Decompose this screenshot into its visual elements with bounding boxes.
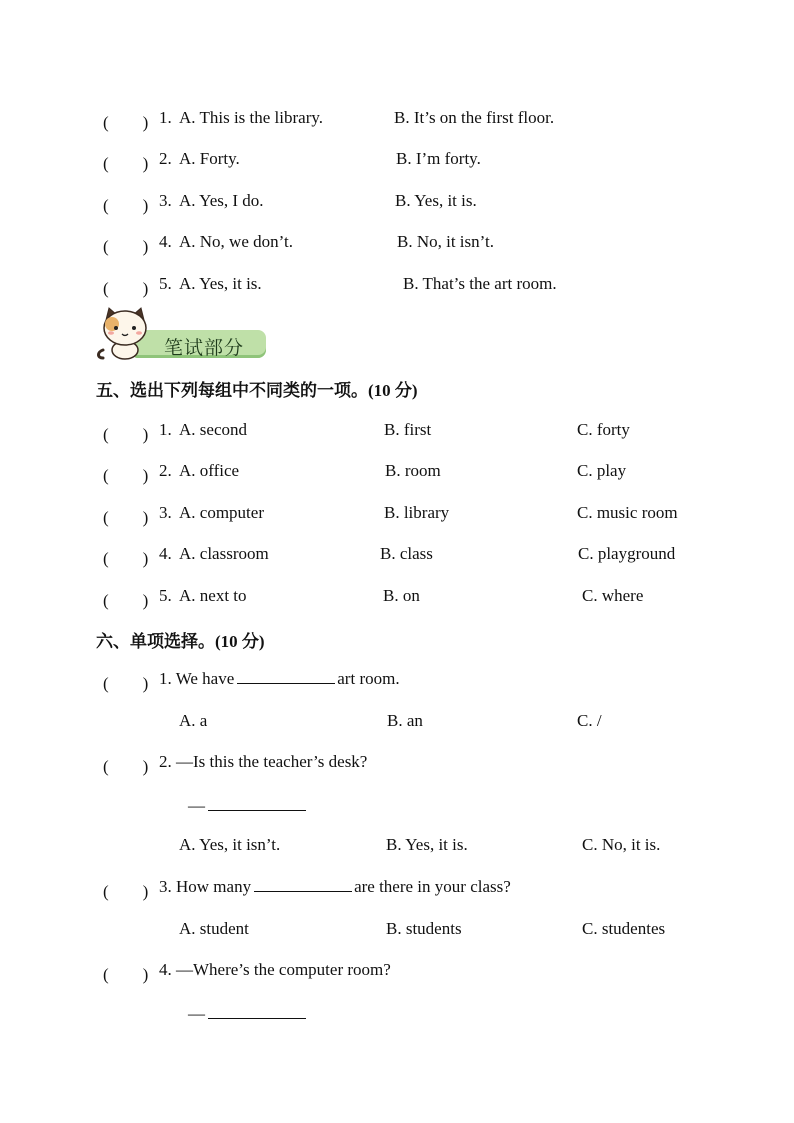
answer-paren[interactable]: ( )	[103, 237, 149, 256]
option-c: C. play	[577, 461, 627, 480]
item-number: 1.	[159, 108, 172, 127]
option-a: A. next to	[179, 586, 247, 605]
answer-paren[interactable]: ( )	[103, 965, 149, 984]
option-b: B. That’s the art room.	[403, 274, 557, 293]
option-b: B. No, it isn’t.	[397, 232, 494, 251]
option-b: B. on	[383, 586, 420, 605]
option-b: B. first	[384, 420, 432, 439]
fill-blank[interactable]	[208, 796, 306, 811]
option-a: A. No, we don’t.	[179, 232, 293, 251]
answer-paren[interactable]: ( )	[103, 425, 149, 444]
answer-paren[interactable]: ( )	[103, 196, 149, 215]
answer-paren[interactable]: ( )	[103, 279, 149, 298]
option-c: C. studentes	[582, 919, 666, 938]
option-a: A. classroom	[179, 544, 269, 563]
option-a: A. office	[179, 461, 240, 480]
item-number: 4.	[159, 232, 172, 251]
option-a: A. This is the library.	[179, 108, 324, 127]
section-6-title: 六、单项选择。(10 分)	[96, 632, 265, 651]
answer-paren[interactable]: ( )	[103, 674, 149, 693]
question-stem: 2. —Is this the teacher’s desk?	[159, 752, 368, 771]
item-number: 5.	[159, 586, 172, 605]
option-b: B. students	[386, 919, 462, 938]
option-b: B. room	[385, 461, 441, 480]
item-number: 3.	[159, 191, 172, 210]
option-c: C. playground	[578, 544, 676, 563]
option-c: C. where	[582, 586, 644, 605]
item-number: 1.	[159, 420, 172, 439]
option-b: B. class	[380, 544, 433, 563]
reply-dash: —	[188, 1004, 205, 1023]
option-a: A. second	[179, 420, 247, 439]
option-c: C. No, it is.	[582, 835, 661, 854]
answer-paren[interactable]: ( )	[103, 466, 149, 485]
item-number: 2.	[159, 461, 172, 480]
answer-paren[interactable]: ( )	[103, 154, 149, 173]
cat-mascot-icon	[95, 306, 155, 362]
answer-paren[interactable]: ( )	[103, 757, 149, 776]
answer-paren[interactable]: ( )	[103, 882, 149, 901]
option-a: A. Yes, it is.	[179, 274, 262, 293]
question-stem: 4. —Where’s the computer room?	[159, 960, 391, 979]
fill-blank[interactable]	[208, 1004, 306, 1019]
answer-paren[interactable]: ( )	[103, 549, 149, 568]
stem-post: are there in your class?	[354, 877, 511, 896]
answer-paren[interactable]: ( )	[103, 113, 149, 132]
question-stem	[159, 669, 400, 689]
item-number: 3.	[159, 503, 172, 522]
option-b: B. Yes, it is.	[386, 835, 468, 854]
option-c: C. /	[577, 711, 602, 730]
question-stem	[159, 877, 511, 897]
option-a: A. computer	[179, 503, 264, 522]
reply-line	[188, 1004, 308, 1024]
item-number: 4.	[159, 544, 172, 563]
option-c: C. forty	[577, 420, 630, 439]
stem-post: art room.	[337, 669, 400, 688]
option-b: B. Yes, it is.	[395, 191, 477, 210]
option-b: B. an	[387, 711, 423, 730]
answer-paren[interactable]: ( )	[103, 508, 149, 527]
banner-label: 笔试部分	[164, 337, 245, 359]
reply-line	[188, 796, 308, 816]
option-a: A. student	[179, 919, 249, 938]
option-a: A. Forty.	[179, 149, 240, 168]
option-a: A. Yes, I do.	[179, 191, 264, 210]
reply-dash: —	[188, 796, 205, 815]
section-5-title: 五、选出下列每组中不同类的一项。(10 分)	[96, 381, 418, 400]
option-b: B. It’s on the first floor.	[394, 108, 555, 127]
option-a: A. Yes, it isn’t.	[179, 835, 281, 854]
option-b: B. I’m forty.	[396, 149, 481, 168]
option-a: A. a	[179, 711, 208, 730]
item-number: 5.	[159, 274, 172, 293]
item-number: 2.	[159, 149, 172, 168]
fill-blank[interactable]	[254, 877, 352, 892]
stem-pre: 3. How many	[159, 877, 252, 896]
answer-paren[interactable]: ( )	[103, 591, 149, 610]
fill-blank[interactable]	[237, 669, 335, 684]
option-c: C. music room	[577, 503, 678, 522]
option-b: B. library	[384, 503, 450, 522]
stem-pre: 1. We have	[159, 669, 235, 688]
